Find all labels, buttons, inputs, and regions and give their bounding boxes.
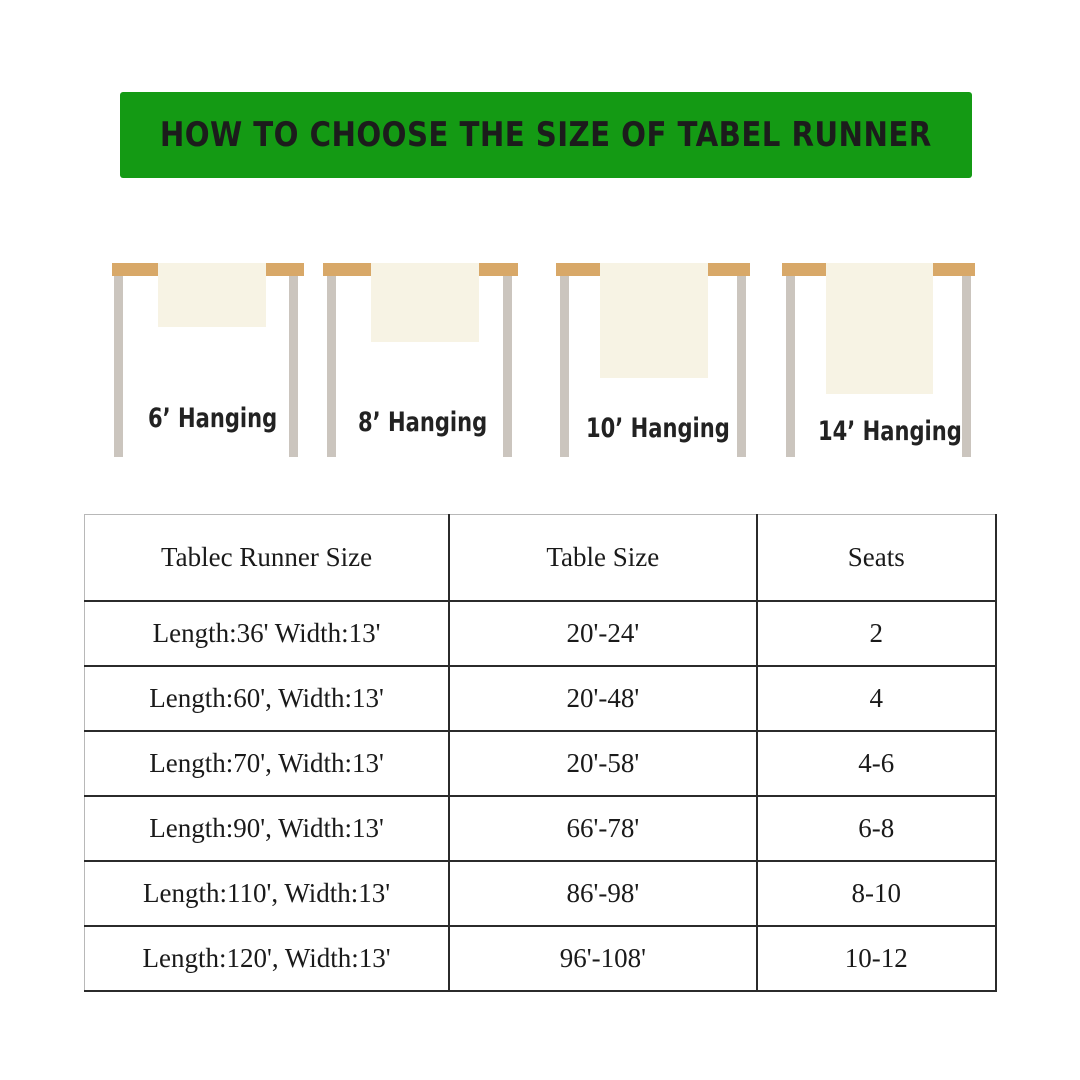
- table-size-cell: 20'-58': [449, 731, 756, 796]
- table-leg-right: [962, 276, 971, 457]
- table-row: [85, 861, 997, 926]
- hanging-label: 14’ Hanging: [818, 416, 962, 447]
- title-banner: [120, 92, 972, 178]
- header-table-size: Table Size: [449, 515, 756, 601]
- table-row: [85, 731, 997, 796]
- seats-cell: 2: [757, 601, 996, 666]
- table-illustration-8ft: [323, 263, 518, 457]
- seats-cell: 8-10: [757, 861, 996, 926]
- header-seats: Seats: [757, 515, 996, 601]
- table-leg-right: [503, 276, 512, 457]
- hanging-label: 8’ Hanging: [358, 407, 488, 438]
- runner-drape: [371, 263, 479, 342]
- table-leg-left: [327, 276, 336, 457]
- table-illustration-6ft: [112, 263, 304, 457]
- runner-size-cell: Length:120', Width:13': [85, 926, 450, 991]
- table-size-cell: 86'-98': [449, 861, 756, 926]
- banner-title: HOW TO CHOOSE THE SIZE OF TABEL RUNNER: [160, 115, 932, 155]
- table-leg-left: [560, 276, 569, 457]
- hanging-label: 10’ Hanging: [586, 413, 730, 444]
- table-size-cell: 96'-108': [449, 926, 756, 991]
- table-leg-right: [289, 276, 298, 457]
- table-size-cell: 66'-78': [449, 796, 756, 861]
- hanging-label: 6’ Hanging: [148, 403, 278, 434]
- runner-size-cell: Length:110', Width:13': [85, 861, 450, 926]
- runner-size-cell: Length:70', Width:13': [85, 731, 450, 796]
- runner-drape: [826, 263, 933, 394]
- seats-cell: 10-12: [757, 926, 996, 991]
- table-row: [85, 601, 997, 666]
- runner-size-cell: Length:36' Width:13': [85, 601, 450, 666]
- table-size-cell: 20'-48': [449, 666, 756, 731]
- table-illustration-10ft: [556, 263, 750, 457]
- table-row: [85, 926, 997, 991]
- table-leg-right: [737, 276, 746, 457]
- table-row: [85, 796, 997, 861]
- size-chart-table: [84, 514, 997, 992]
- seats-cell: 6-8: [757, 796, 996, 861]
- table-header-row: [85, 515, 997, 601]
- table-leg-left: [786, 276, 795, 457]
- header-runner-size: Tablec Runner Size: [85, 515, 450, 601]
- table-size-cell: 20'-24': [449, 601, 756, 666]
- seats-cell: 4-6: [757, 731, 996, 796]
- table-leg-left: [114, 276, 123, 457]
- table-illustration-14ft: [782, 263, 975, 457]
- runner-size-cell: Length:60', Width:13': [85, 666, 450, 731]
- runner-drape: [158, 263, 266, 327]
- table-row: [85, 666, 997, 731]
- runner-size-cell: Length:90', Width:13': [85, 796, 450, 861]
- runner-drape: [600, 263, 708, 378]
- seats-cell: 4: [757, 666, 996, 731]
